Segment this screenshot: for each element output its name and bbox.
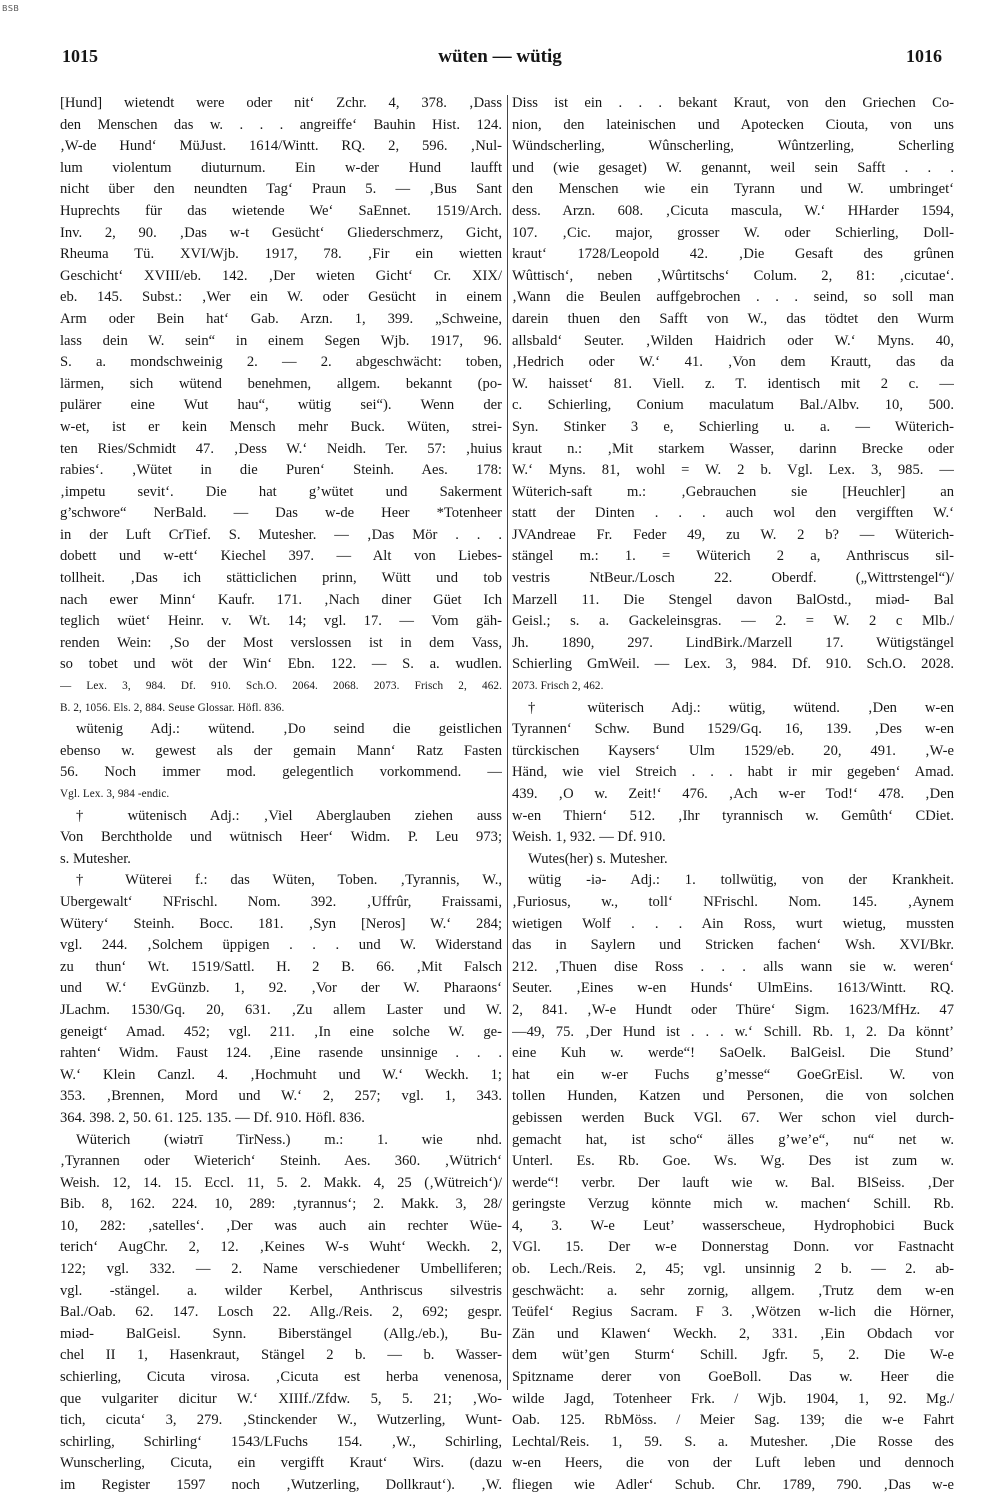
text-line: que vulgariter dicitur W.‘ XIIIf./Zfdw. 5, 5. 21; ‚Wo- — [60, 1390, 502, 1407]
text-line: das in Saylern und Stricken fachen‘ Wsh. XVI/Bkr. — [512, 937, 954, 954]
text-line: JLachm. 1530/Gq. 20, 631. ‚Zu allem Laster und W. — [60, 1001, 502, 1018]
page-number-left: 1015 — [62, 46, 98, 66]
column-divider — [507, 95, 508, 1390]
library-stamp: BSB — [2, 4, 20, 13]
text-line: nion, den lateinischen und Apotecken Ciouta, von uns — [512, 116, 954, 133]
text-line: W. haisset‘ 81. Viell. z. T. identisch mit 2 c. — — [512, 375, 954, 392]
text-line: Ubergewalt‘ NFrischl. Nom. 392. ‚Uffrûr, Fraissami, — [60, 893, 502, 910]
text-line: im Register 1597 noch ‚Wutzerling, Dollkraut‘). ‚W. — [60, 1477, 502, 1493]
text-line: 2073. Frisch 2, 462. — [512, 680, 604, 693]
text-line: und (wie gesaget) W. genannt, weil sein Safft . . . — [512, 159, 954, 176]
text-line: eine Kuh w. werde“! SaOelk. BalGeisl. Die Stund’ — [512, 1045, 954, 1062]
text-line: ‚Wann die Beulen auffgebrochen . . . seind, so soll man — [512, 289, 954, 306]
text-line: † wütenisch Adj.: ‚Viel Aberglauben ziehen auss — [76, 807, 502, 824]
text-line: w-et, ist er kein Mensch mehr Buck. Wüten, strei- — [60, 418, 502, 435]
text-line: statt der Dinten . . . auch wol den vergifften W.‘ — [512, 505, 954, 522]
text-line: Schierling GmWeil. — Lex. 3, 984. Df. 910. Sch.O. 2028. — [512, 656, 954, 673]
text-line: 122; vgl. 332. — 2. Name verschiedener Umbelliferen; — [60, 1261, 502, 1278]
text-line: hat ein w-er Fuchs g’messe“ GoeGrEisl. W. von — [512, 1066, 954, 1083]
text-line: Teüfel‘ Regius Sacram. F 3. ‚Wötzen w-lich die Hörner, — [512, 1304, 954, 1321]
text-line: 107. ‚Cic. major, grosser W. oder Schierling, Doll- — [512, 224, 954, 241]
text-line: lum violentum diuturnum. Ein w-der Hund laufft — [60, 159, 502, 176]
text-line: Lechtal/Reis. 1, 59. S. a. Mutesher. ‚Die Rosse des — [512, 1433, 954, 1450]
text-line: so tobet und wöt der Win‘ Ebn. 122. — S. a. wudlen. — [60, 656, 502, 673]
text-line: JVAndreae Fr. Feder 49, zu W. 2 b? — Wüterich- — [512, 526, 954, 543]
text-line: ob. Lech./Reis. 2, 45; vgl. unsinnig 2 b. — 2. ab- — [512, 1261, 954, 1278]
text-line: 439. ‚O w. Zeit!‘ 476. ‚Ach w-er Tod!‘ 478. ‚Den — [512, 786, 954, 802]
text-line: kraut‘ 1728/Leopold 42. ‚Die Gesaft des grûnen — [512, 246, 954, 263]
text-line: Syn. Stinker 3 e, Schierling u. a. — Wüterich- — [512, 418, 954, 435]
text-line: W.‘ Klein Canzl. 4. ‚Hochmuht und W.‘ Weckh. 1; — [60, 1066, 502, 1083]
text-line: Wûttisch‘, neben ‚Wûrtitschs‘ Colum. 2, 81: ‚cicutae‘. — [512, 267, 954, 284]
text-line: ten Ries/Schmidt 47. ‚Dess W.‘ Neidh. Ter. 57: ‚huius — [60, 440, 502, 457]
text-line: und W.‘ EvGünzb. 1, 92. ‚Vor der W. Pharaons‘ — [60, 980, 502, 997]
text-line: tollen Hunden, Katzen und Personen, die von solchen — [512, 1088, 954, 1105]
text-line: Bib. 8, 162. 224. 10, 289: ‚tyrannus‘; 2. Makk. 3, 28/ — [60, 1196, 502, 1213]
text-line: chel II 1, Hasenkraut, Stängel 2 b. — b. Wasser- — [60, 1347, 502, 1364]
text-line: den Menschen wie ein Tyrann und W. umbringet‘ — [512, 181, 954, 198]
page-number-right: 1016 — [906, 46, 942, 66]
text-line: teglich wüet‘ Heinr. v. Wt. 14; vgl. 17. — Vom gäh- — [60, 613, 502, 630]
text-line: pulärer eine Wut hau“, wütig sei“). Wenn der — [60, 397, 502, 414]
text-line: 353. ‚Brennen, Mord und W.‘ 2, 257; vgl. 1, 343. — [60, 1088, 502, 1105]
text-line: S. a. mondschweinig 2. — 2. abgeschwächt: toben, — [60, 354, 502, 371]
text-line: in der Luft CrTief. S. Mutesher. — ‚Das Mör . . . — [60, 526, 502, 543]
text-line: —49, 75. ‚Der Hund ist . . . w.‘ Schill. Rb. 1, 2. Da könnt’ — [512, 1023, 954, 1040]
text-line: Zän und Klawen‘ Weckh. 2, 331. ‚Ein Obdach vor — [512, 1325, 954, 1342]
text-line: dess. Arzn. 608. ‚Cicuta mascula, W.‘ HHarder 1594, — [512, 202, 954, 219]
text-line: 10, 282: ‚satelles‘. ‚Der was auch ain rechter Wüe- — [60, 1217, 502, 1234]
text-line: † wüterisch Adj.: wütig, wütend. ‚Den w-en — [528, 699, 954, 716]
text-line: kraut n.: ‚Mit starkem Wasser, darinn Brecke oder — [512, 440, 954, 457]
text-line: Wutes(her) s. Mutesher. — [528, 850, 668, 867]
text-line: miəd- BalGeisl. Synn. Biberstängel (Allg./eb.), Bu- — [60, 1325, 502, 1342]
text-line: wietigen Wolf . . . Ain Ross, wurt wietug, mussten — [512, 915, 954, 932]
text-line: türckischen Kaysers‘ Ulm 1529/eb. 20, 491. ‚W-e — [512, 742, 954, 759]
text-line: Inv. 2, 90. ‚Das w-t Gesücht‘ Gliederschmerz, Gicht, — [60, 224, 502, 241]
text-line: vgl. 244. ‚Solchem üppigen . . . und W. Widerstand — [60, 937, 502, 954]
text-line: vestris NtBeur./Losch 22. Oberdf. („Wittrstengel“)/ — [512, 570, 954, 587]
text-line: Unterl. Es. Rb. Goe. Ws. Wg. Des ist zum w. — [512, 1153, 954, 1170]
text-line: Seuter. ‚Eines w-en Hunds‘ UlmEins. 1613/Wintt. RQ. — [512, 980, 954, 997]
text-line: lass dein W. sein“ in einem Segen Wjb. 1917, 96. — [60, 332, 502, 349]
text-line: wütig -iə- Adj.: 1. tollwütig, von der Krankheit. — [528, 872, 954, 889]
text-line: tollheit. ‚Das ich stätticlichen prinn, Wütt und tob — [60, 570, 502, 587]
text-line: tich, cicuta‘ 3, 279. ‚Stinckender W., Wutzerling, Wunt- — [60, 1412, 502, 1429]
text-line: Wündscherling, Wûnscherling, Wûntzerling, Scherling — [512, 138, 954, 155]
text-line: ‚Tyrannen oder Wieterich‘ Steinh. Aes. 360. ‚Wütrich‘ — [60, 1153, 502, 1170]
text-line: 56. Noch immer mod. gelegentlich vorkommend. — — [60, 764, 502, 781]
text-line: renden Wein: ‚So der Most verslossen ist in dem Vass, — [60, 634, 502, 651]
text-line: Arm oder Bein hat‘ Gab. Arzn. 1, 399. „Schweine, — [60, 310, 502, 327]
text-line: lärmen, sich wütend benehmen, allgem. bekannt (po- — [60, 375, 502, 392]
text-line: Wütery‘ Steinh. Bocc. 181. ‚Syn [Neros] W.‘ 284; — [60, 915, 502, 932]
text-line: g’schwore“ NerBald. — Das w-de Heer *Totenheer — [60, 505, 502, 522]
text-line: rabies‘. ‚Wütet in die Puren‘ Steinh. Aes. 178: — [60, 462, 502, 479]
text-line: Händ, wie viel Streich . . . habt ir mir gegeben‘ Amad. — [512, 764, 954, 781]
text-line: 212. ‚Thuen dise Ross . . . alls wann sie w. weren‘ — [512, 958, 954, 975]
text-line: ‚W-de Hund‘ MüJust. 1614/Wintt. RQ. 2, 596. ‚Nul- — [60, 138, 502, 155]
text-line: geringste Verzug könnte mich w. machen‘ Schill. Rb. — [512, 1196, 954, 1213]
text-line: Wüterich (wiətrī TirNess.) m.: 1. wie nhd. — [76, 1131, 502, 1148]
text-line: 2, 841. ‚W-e Hundt oder Thüre‘ Sigm. 1623/MfHz. 47 — [512, 1001, 954, 1018]
text-line: dem wüt’gen Sturm‘ Schill. Jgfr. 5, 2. Die W-e — [512, 1347, 954, 1364]
text-line: Oab. 125. RbMöss. / Meier Sag. 139; die w-e Fahrt — [512, 1412, 954, 1429]
text-line: ‚impetu sevit‘. Die hat g’wütet und Sakerment — [60, 483, 502, 500]
text-line: Vgl. Lex. 3, 984 -endic. — [60, 788, 170, 800]
text-line: nicht über den neundten Tag‘ Praun 5. — ‚Bus Sant — [60, 181, 502, 198]
right-column — [512, 93, 954, 1497]
text-line: B. 2, 1056. Els. 2, 884. Seuse Glossar. Höfl. 836. — [60, 701, 285, 714]
text-line: zu thun‘ Wt. 1519/Sattl. H. 2 B. 66. ‚Mit Falsch — [60, 958, 502, 975]
text-line: Wunscherling, Cicuta, ein vergifft Kraut‘ Wirs. (dazu — [60, 1455, 502, 1472]
text-line: s. Mutesher. — [60, 850, 131, 867]
text-line: 364. 398. 2, 50. 61. 125. 135. — Df. 910. Höfl. 836. — [60, 1109, 365, 1126]
text-line: werde“! verbr. Der lauft wie w. Bal. BlSeiss. ‚Der — [512, 1174, 954, 1191]
text-line: geneigt‘ Amad. 452; vgl. 211. ‚In eine solche W. ge- — [60, 1023, 502, 1040]
text-line: Diss ist ein . . . bekant Kraut, von den Griechen Co- — [512, 95, 954, 111]
text-line: stängel m.: 1. = Wüterich 2 a, Anthriscus sil- — [512, 548, 954, 565]
text-line: rahten‘ Widm. Faust 124. ‚Eine rasende unsinnige . . . — [60, 1045, 502, 1062]
text-line: terich‘ AugChr. 2, 12. ‚Keines W-s Wuht‘ Weckh. 2, — [60, 1239, 502, 1256]
text-line: Jh. 1890, 297. LindBirk./Marzell 17. Wütigstängel — [512, 634, 954, 651]
text-line: Geisl.; s. a. Gackeleinsgras. — 2. = W. 2 c Mlb./ — [512, 613, 954, 630]
text-line: 4, 3. W-e Leut’ wasserscheue, Hydrophobici Buck — [512, 1217, 954, 1234]
text-line: vgl. -stängel. a. wilder Kerbel, Anthriscus silvestris — [60, 1282, 502, 1299]
text-line: schirling, Schirling‘ 1543/LFuchs 154. ‚W., Schirling, — [60, 1433, 502, 1450]
text-line: VGl. 15. Der w-e Donnerstag Donn. vor Fastnacht — [512, 1239, 954, 1256]
text-line: — Lex. 3, 984. Df. 910. Sch.O. 2064. 2068. 2073. Frisch 2, 462. — [60, 680, 502, 693]
text-line: Spitzname derer von GoeBoll. Das w. Heer die — [512, 1369, 954, 1386]
text-line: c. Schierling, Conium maculatum Bal./Albv. 10, 500. — [512, 397, 954, 414]
text-line: allsbald‘ Seuter. ‚Wilden Haidrich oder W.‘ Myns. 40, — [512, 332, 954, 349]
text-line: Geschicht‘ XVIII/eb. 142. ‚Der wieten Gicht‘ Cr. XIX/ — [60, 267, 502, 284]
text-line: Weish. 1, 932. — Df. 910. — [512, 829, 666, 846]
text-line: W.‘ Myns. 81, wohl = W. 2 b. Vgl. Lex. 3, 985. — — [512, 462, 954, 479]
text-line: schierling, Cicuta virosa. ‚Cicuta est herba venenosa, — [60, 1369, 502, 1386]
text-line: ‚Hedrich oder W.‘ 41. ‚Von dem Krautt, das da — [512, 354, 954, 371]
text-line: Bal./Oab. 62. 147. Losch 22. Allg./Reis. 2, 692; gespr. — [60, 1304, 502, 1321]
text-line: ‚Furiosus, w., toll‘ NFrischl. Nom. 145. ‚Aynem — [512, 893, 954, 910]
text-line: wilde Jagd, Totenheer Frk. / Wjb. 1904, 1, 92. Mg./ — [512, 1390, 954, 1407]
text-line: fliegen wie Adler‘ Schub. Chr. 1789, 790. ‚Das w-e — [512, 1477, 954, 1493]
text-line: w-en Heers, die von der Luft leben und dennoch — [512, 1455, 954, 1472]
text-line: Huprechts für das wietende We‘ SaEnnet. 1519/Arch. — [60, 202, 502, 219]
text-line: den Menschen das w. . . . angreiffe‘ Bauhin Hist. 124. — [60, 116, 502, 133]
text-line: Weish. 12, 14. 15. Eccl. 11, 5. 2. Makk. 4, 25 (‚Wütreich‘)/ — [60, 1174, 502, 1191]
text-line: † Wüterei f.: das Wüten, Toben. ‚Tyrannis, W., — [76, 872, 502, 889]
text-line: ebenso w. gewest als der gemain Mann‘ Ratz Fasten — [60, 742, 502, 759]
left-column — [60, 93, 502, 1497]
page-header — [0, 46, 1000, 74]
text-line: Von Berchtholde und wütnisch Heer‘ Widm. P. Leu 973; — [60, 829, 502, 846]
text-line: gemacht hat, ist scho“ älles g’we’e“, nu“ net w. — [512, 1131, 954, 1148]
text-line: Rheuma Tü. XVI/Wjb. 1917, 78. ‚Fir ein wietten — [60, 246, 502, 263]
text-line: eb. 145. Subst.: ‚Wer ein W. oder Gesücht in einem — [60, 289, 502, 306]
running-head: wüten — wütig — [438, 46, 562, 67]
text-line: gebissen werden Buck VGl. 67. Wer schon viel durch- — [512, 1109, 954, 1126]
text-line: Wüterich-saft m.: ‚Gebrauchen sie [Heuchler] an — [512, 483, 954, 500]
text-line: [Hund] wietendt were oder nit‘ Zchr. 4, 378. ‚Dass — [60, 95, 502, 111]
text-line: geschwächt: a. sehr zornig, allgem. ‚Trutz dem w-en — [512, 1282, 954, 1299]
text-line: nach ewer Minn‘ Kaufr. 171. ‚Nach diner Güet Ich — [60, 591, 502, 608]
text-line: w-en Thiern‘ 512. ‚Ihr tyrannisch w. Gemûth‘ CDiet. — [512, 807, 954, 824]
text-line: wütenig Adj.: wütend. ‚Do seind die geistlichen — [76, 721, 502, 738]
text-line: darein thuen den Safft von W., das tödtet den Wurm — [512, 310, 954, 327]
text-line: Tyrannen‘ Schw. Bund 1529/Gq. 16, 139. ‚Des w-en — [512, 721, 954, 738]
text-line: Marzell 11. Die Stengel davon BalOstd., miəd- Bal — [512, 591, 954, 608]
text-line: dobett und w-ett‘ Kiechel 397. — Alt von Liebes- — [60, 548, 502, 565]
